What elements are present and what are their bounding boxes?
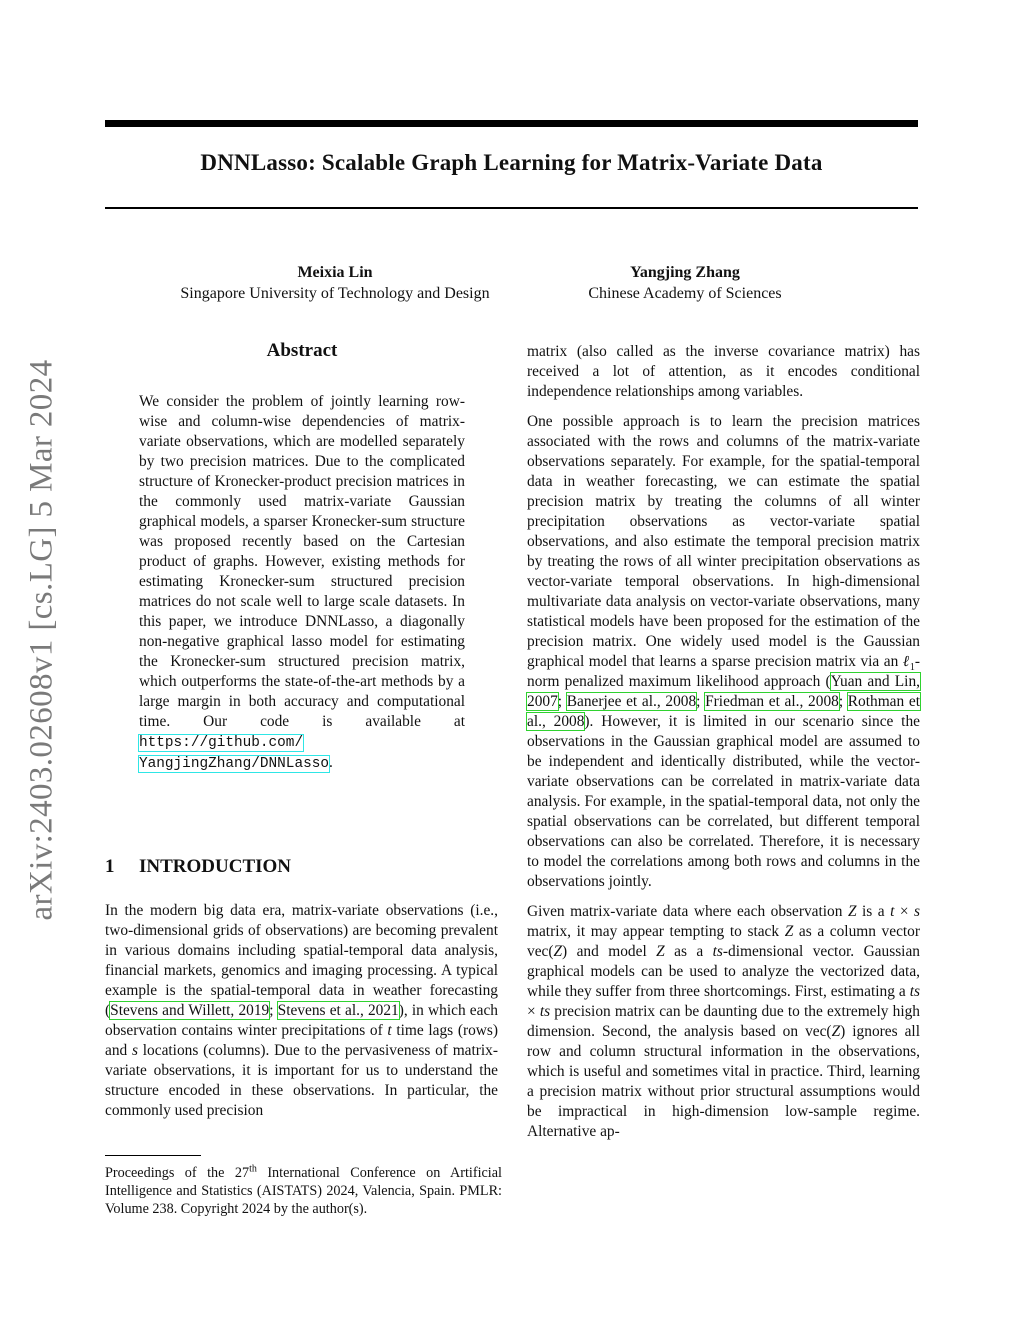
math-op: ×: [527, 1003, 540, 1020]
citation-year: 2008: [665, 693, 697, 710]
text-run: matrix, it may appear tempting to stack: [527, 923, 785, 940]
code-link[interactable]: https://github.com/: [139, 735, 304, 751]
text-run: -norm penalized maximum likelihood approach (: [527, 653, 920, 690]
title-rule-bottom: [105, 207, 918, 209]
author-name: Yangjing Zhang: [630, 264, 740, 281]
author-block-2: [540, 262, 830, 304]
author-block-1: [140, 262, 530, 304]
text-run: Given matrix-variate data where each observation: [527, 903, 848, 920]
intro-left-column: [105, 901, 498, 1121]
text-run: matrix (also called as the inverse covariance matrix) has received a lot of attention, as it encodes conditional independence relationships among variables.: [527, 343, 920, 400]
citation-year: 2008: [553, 713, 585, 730]
citation-authors: Stevens and Willett: [110, 1002, 231, 1019]
text-run: -dimensional vector. Gaussian graphical models can be used to analyze the vectorized data, while they suffer from three shortcomings. First, estimating a: [527, 943, 920, 1000]
citation-authors: Friedman et al.: [705, 693, 800, 710]
citation-link[interactable]: Banerjee et al., 2008: [566, 693, 697, 710]
text-run: is a: [856, 903, 891, 920]
author-affiliation: Chinese Academy of Sciences: [588, 285, 782, 302]
section-number: 1: [105, 856, 115, 877]
math-var: ts: [539, 1003, 551, 1020]
footnote-rule: [105, 1155, 201, 1156]
author-affiliation: Singapore University of Technology and Design: [180, 285, 490, 302]
math-var: t: [387, 1022, 392, 1039]
intro-right-column: [527, 342, 920, 1152]
abstract-body: [139, 392, 465, 774]
paper-title: DNNLasso: Scalable Graph Learning for Matrix-Variate Data: [200, 150, 823, 175]
citation-link[interactable]: Yuan and Lin, 2007: [527, 673, 920, 710]
text-run: International Conference on Artificial Intelligence and Statistics (AISTATS) 2024, Valencia, Spain. PMLR: Volume 238. Copyright 2024 by the author(s).: [105, 1165, 502, 1217]
math-var: Z: [656, 943, 665, 960]
abstract-heading: Abstract: [266, 340, 338, 361]
math-var: Z: [553, 943, 563, 960]
math-var: ts: [712, 943, 723, 960]
abstract-end: .: [329, 754, 333, 771]
citation-authors: Rothman et al.: [527, 693, 920, 730]
author-name: Meixia Lin: [297, 264, 373, 281]
citation-authors: Yuan and Lin: [830, 673, 917, 690]
intro-paragraph: One possible approach is to learn the precision matrices associated with the rows and columns of the matrix-variate observations separately. For example, for the spatial-temporal data in weather forecasting, we can estimate the spatial precision matrix by treating the columns of all winter precipitation observations as vector-variate spatial observations, and also estimate the temporal precision matrix by treating the rows of all winter precipitation observations as vector-variate temporal observations. In high-dimensional multivariate data analysis on vector-variate observations, many statistical models have been proposed for the estimation of the precision matrix. One widely used model is the Gaussian graphical model that learns a sparse precision matrix via an ℓ$_1$-norm penalized maximum likelihood approach (Yuan and Lin, 2007; Banerjee et al., 2008; Friedman et al., 2008; Rothman et al., 2008). However, it is limited in our scenario since the observations in the Gaussian graphical model are assumed to be independent and identically distributed, while the vector-variate observations can be correlated in matrix-variate data analysis. For example, in the spatial-temporal data, not only the spatial observations can be correlated, but different temporal observations can also be correlated. Therefore, it is necessary to model the correlations among both rows and columns in the observations jointly.: [527, 413, 920, 890]
intro-paragraph: [105, 901, 498, 1121]
text-run: precision matrix can be daunting due to the extremely high dimension. Second, the analysis based on vec(: [527, 1003, 921, 1040]
title-rule-top: [105, 120, 918, 127]
superscript: th: [249, 1163, 257, 1175]
math-op: ×: [894, 903, 914, 920]
text-run: ), in which each observation contains winter precipitations of: [105, 1002, 498, 1039]
arxiv-stamp-area: [20, 340, 64, 940]
intro-paragraph: [527, 902, 920, 1142]
text-run: In the modern big data era, matrix-variate observations (i.e., two-dimensional grids of observations) are becoming prevalent in various domains including spatial-temporal data analysis, financial markets, genomics and imaging processing. A typical example is the spatial-temporal data in weather forecasting (: [105, 902, 498, 1019]
math-var: Z: [784, 923, 794, 940]
math-var: ts: [909, 983, 920, 1000]
citation-link[interactable]: Stevens et al., 2021: [277, 1002, 399, 1019]
text-run: ) and model: [562, 943, 657, 960]
text-run: Proceedings of the 27: [105, 1165, 250, 1181]
citation-link[interactable]: Stevens and Willett, 2019: [110, 1002, 270, 1019]
text-run: time lags (rows) and: [105, 1022, 498, 1059]
math-var: Z: [847, 903, 857, 920]
arxiv-identifier: arXiv:2403.02608v1 [cs.LG] 5 Mar 2024: [23, 359, 60, 921]
citation-year: 2008: [808, 693, 839, 710]
section-title: INTRODUCTION: [139, 856, 292, 877]
citation-authors: Stevens et al.: [277, 1002, 360, 1019]
citation-authors: Banerjee et al.: [566, 693, 657, 710]
citation-year: 2007: [527, 693, 558, 710]
text-run: as a column vector vec(: [527, 923, 920, 960]
footnote: [105, 1164, 502, 1218]
text-run: One possible approach is to learn the precision matrices associated with the rows and columns of the matrix-variate observations separately. For example, for the spatial-temporal data in weather forecasting, we can estimate the spatial precision matrix by treating the columns of all winter precipitation observations as vector-variate spatial observations, and also estimate the temporal precision matrix by treating the rows of all winter precipitation observations as vector-variate temporal observations. In high-dimensional multivariate data analysis on vector-variate observations, many statistical models have been proposed for the estimation of the precision matrix. One widely used model is the Gaussian graphical model that learns a sparse precision matrix via an: [527, 413, 920, 670]
text-run: locations (columns). Due to the pervasiveness of matrix-variate observations, it is important for us to understand the structure encoded in these observations. In particular, the commonly used precision: [105, 1042, 498, 1119]
text-run: ). However, it is limited in our scenario since the observations in the Gaussian graphical model are assumed to be independent and identically distributed, while the vector-variate observations can be correlated in matrix-variate data analysis. For example, in the spatial-temporal data, not only the spatial observations can be correlated, but different temporal observations can also be correlated. Therefore, it is necessary to model the correlations among both rows and columns in the observations jointly.: [527, 713, 920, 890]
subscript: 1: [909, 662, 915, 674]
intro-paragraph: [527, 342, 920, 402]
citation-year: 2019: [238, 1002, 270, 1019]
text-run: as a: [664, 943, 713, 960]
citation-link[interactable]: Rothman et al., 2008: [527, 693, 920, 730]
math-var: s: [132, 1042, 138, 1059]
section-heading: [105, 856, 500, 878]
math-var: ℓ: [902, 653, 910, 670]
text-run: ;: [269, 1002, 278, 1019]
code-link-continued[interactable]: YangjingZhang/DNNLasso: [139, 756, 329, 772]
math-var: Z: [831, 1023, 841, 1040]
math-var: s: [914, 903, 920, 920]
abstract-text: We consider the problem of jointly learning row-wise and column-wise dependencies of matrix-variate observations, which are modelled separately by two precision matrices. Due to the complicated structure of Kronecker-product precision matrices in the commonly used matrix-variate Gaussian graphical models, a sparser Kronecker-sum structure was proposed recently based on the Cartesian product of graphs. However, existing methods for estimating Kronecker-sum structured precision matrices do not scale well to large scale datasets. In this paper, we introduce DNNLasso, a diagonally non-negative graphical lasso model for estimating the Kronecker-sum structured precision matrix, which outperforms the state-of-the-art methods by a large margin in both accuracy and computational time. Our code is available at: [139, 393, 465, 730]
math-var: t: [890, 903, 895, 920]
text-run: ) ignores all row and column structural information in the observations, which is useful and sometimes vital in practice. Third, learning a precision matrix without prior structural assumptions would be impractical in high-dimension low-sample regime. Alternative ap-: [527, 1023, 920, 1140]
citation-year: 2021: [367, 1002, 399, 1019]
citation-link[interactable]: Friedman et al., 2008: [705, 693, 839, 710]
